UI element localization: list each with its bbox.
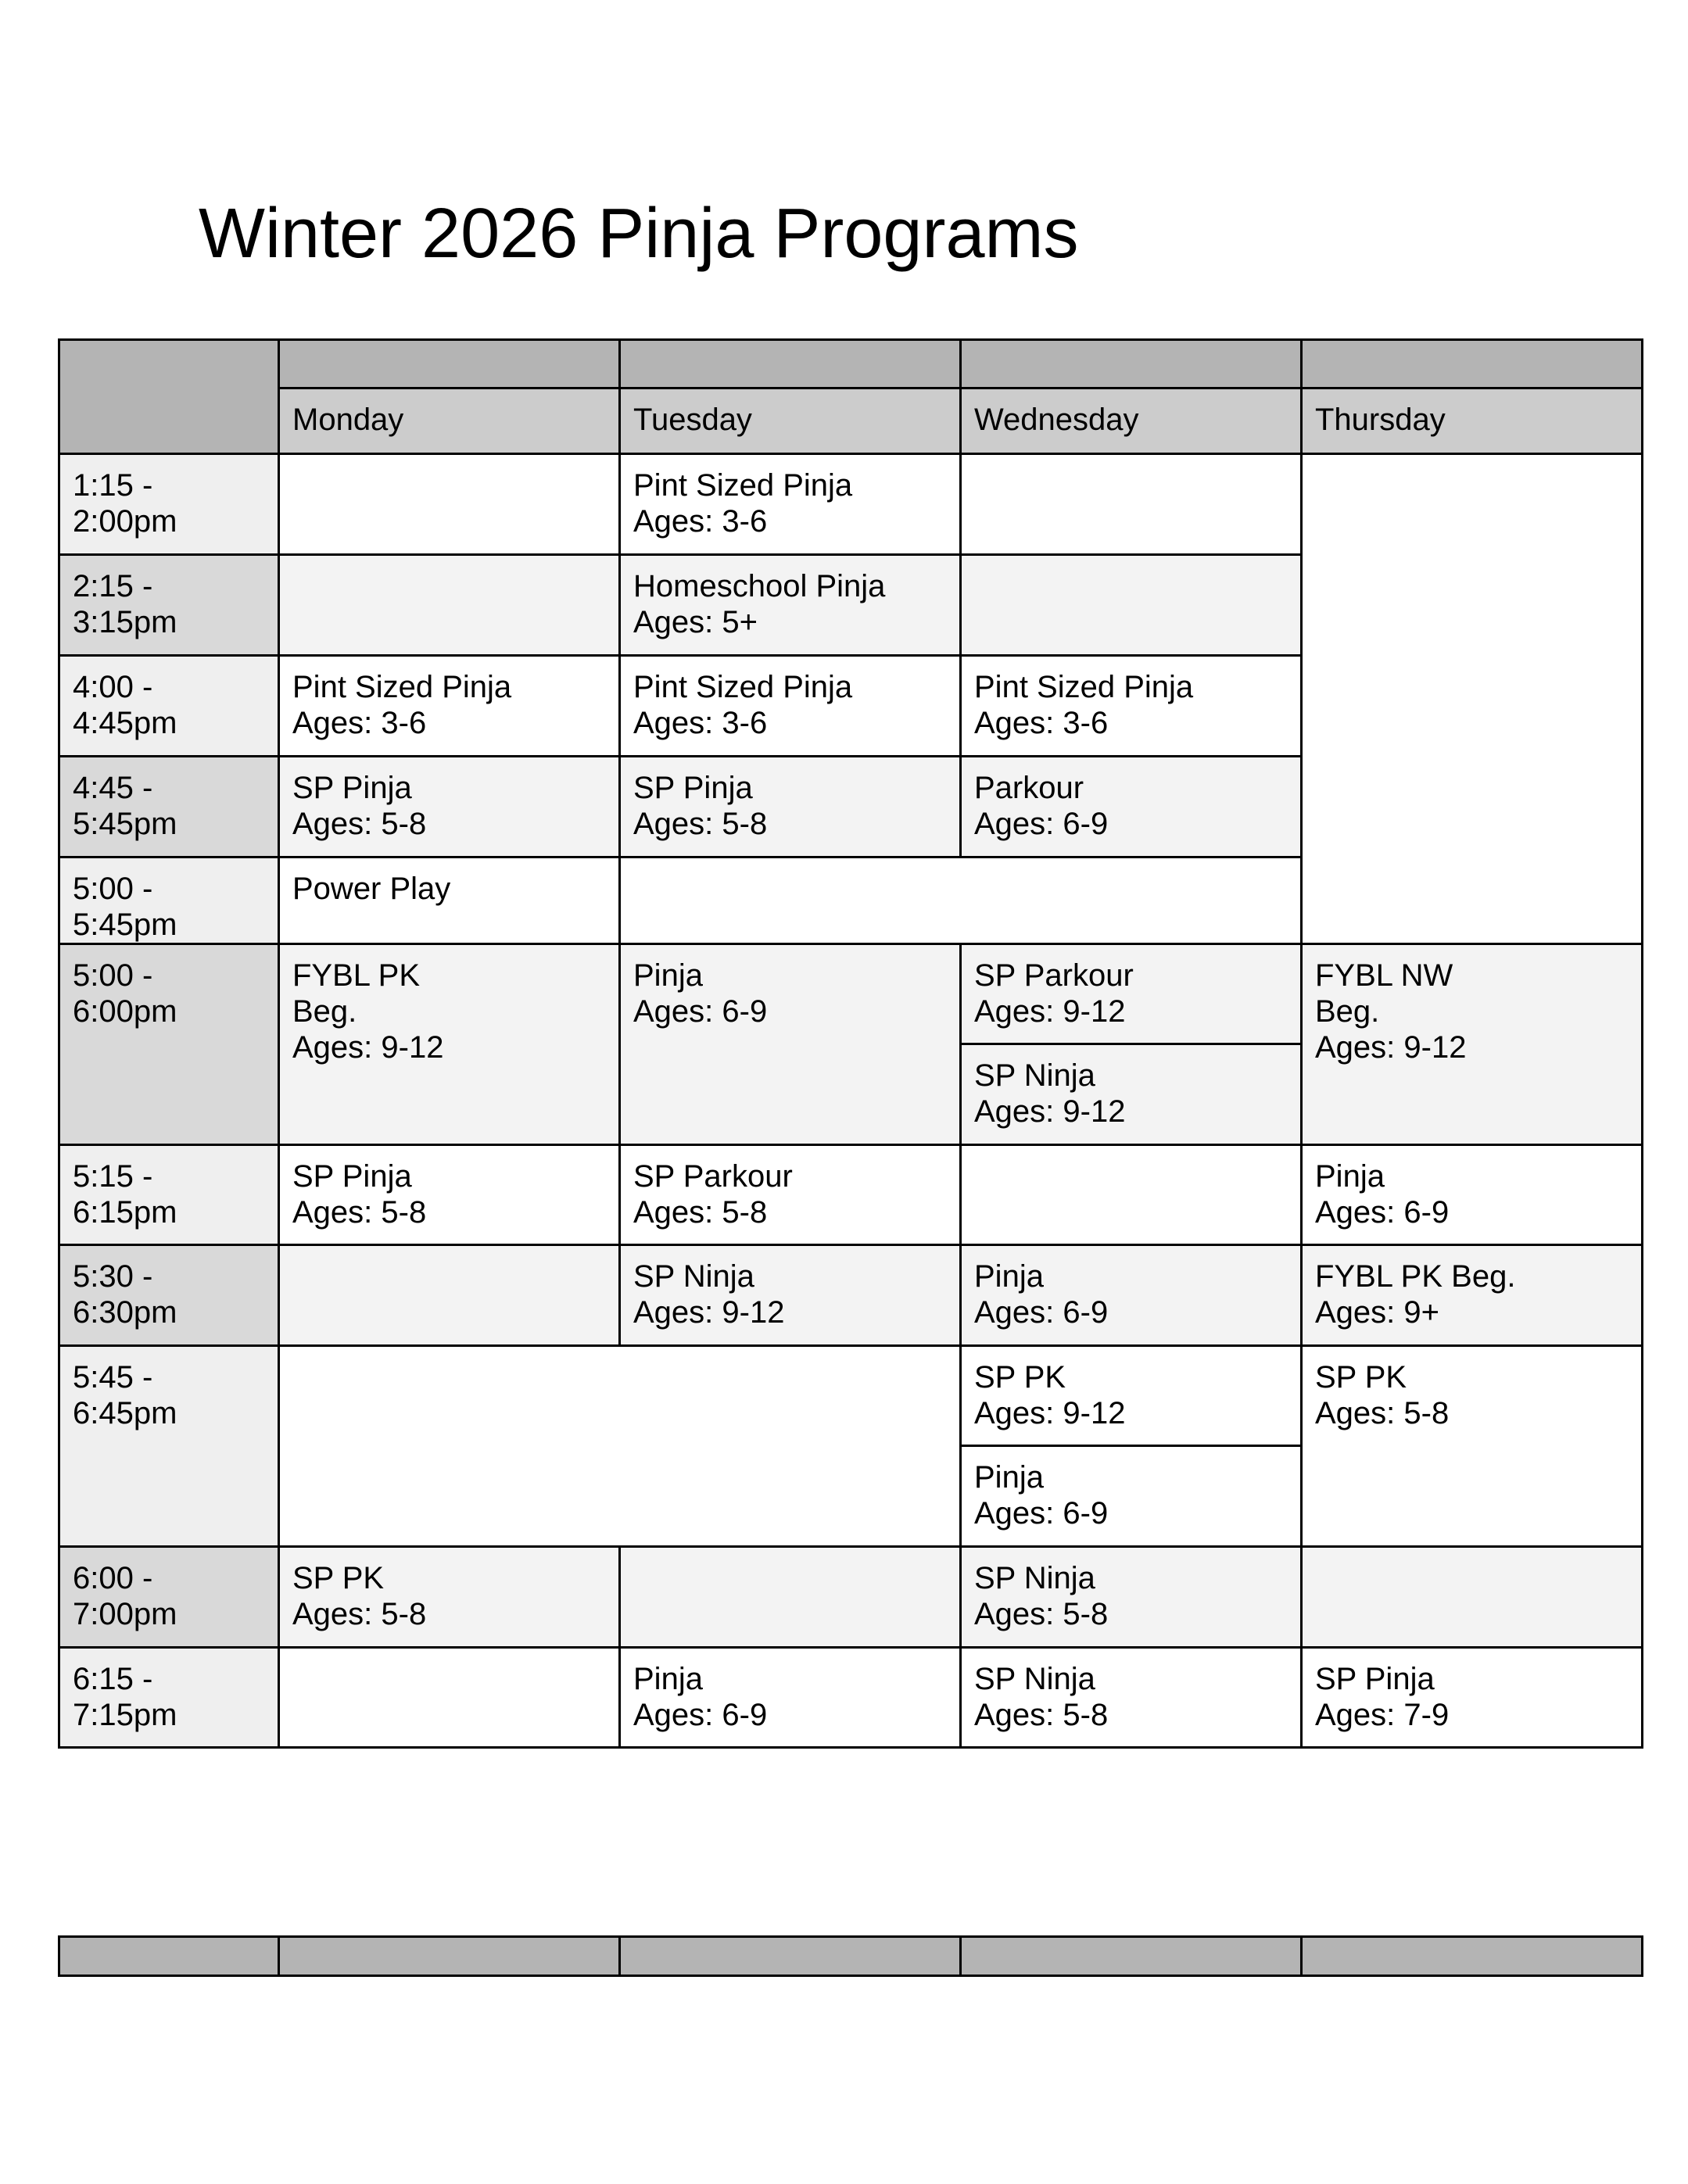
class-cell: SP Parkour Ages: 5-8 [620,1145,961,1245]
time-slot: 5:30 - 6:30pm [59,1245,279,1346]
day-header-tuesday: Tuesday [620,388,961,454]
class-cell: Pint Sized Pinja Ages: 3-6 [620,454,961,555]
footer-cell [620,1937,961,1976]
class-cell: Pinja Ages: 6-9 [620,944,961,1145]
class-cell: FYBL PK Beg. Ages: 9+ [1302,1245,1643,1346]
footer-cell [961,1937,1302,1976]
header-spacer-cell [961,340,1302,388]
class-cell: Pint Sized Pinja Ages: 3-6 [961,656,1302,757]
schedule-table [58,338,1643,1749]
time-slot: 5:00 - 6:00pm [59,944,279,1145]
class-cell: Parkour Ages: 6-9 [961,757,1302,857]
day-header-wednesday: Wednesday [961,388,1302,454]
empty-cell [961,1145,1302,1245]
time-slot: 5:15 - 6:15pm [59,1145,279,1245]
footer-cell [59,1937,279,1976]
class-cell: SP Pinja Ages: 5-8 [620,757,961,857]
day-header-monday: Monday [279,388,620,454]
empty-cell [620,857,1302,944]
day-header-thursday: Thursday [1302,388,1643,454]
time-slot: 5:00 - 5:45pm [59,857,279,944]
class-cell: Pinja Ages: 6-9 [620,1648,961,1748]
time-slot: 4:45 - 5:45pm [59,757,279,857]
class-cell: FYBL PK Beg. Ages: 9-12 [279,944,620,1145]
time-slot: 5:45 - 6:45pm [59,1346,279,1547]
class-cell: SP Parkour Ages: 9-12 [961,944,1302,1044]
time-slot: 1:15 - 2:00pm [59,454,279,555]
class-cell: Pinja Ages: 6-9 [961,1446,1302,1547]
header-spacer-cell [1302,340,1643,388]
footer-cell [279,1937,620,1976]
empty-cell [620,1547,961,1648]
class-cell: SP Ninja Ages: 5-8 [961,1547,1302,1648]
empty-cell [1302,454,1643,944]
time-slot: 6:15 - 7:15pm [59,1648,279,1748]
empty-cell [1302,1547,1643,1648]
header-spacer-cell [279,340,620,388]
empty-cell [279,1346,961,1547]
footer-table [58,1935,1643,1977]
class-cell: SP Pinja Ages: 5-8 [279,757,620,857]
time-slot: 2:15 - 3:15pm [59,555,279,656]
class-cell: SP Pinja Ages: 7-9 [1302,1648,1643,1748]
class-cell: SP PK Ages: 5-8 [1302,1346,1643,1547]
empty-cell [279,454,620,555]
class-cell: SP PK Ages: 5-8 [279,1547,620,1648]
class-cell: Pinja Ages: 6-9 [961,1245,1302,1346]
corner-header-cell [59,340,279,454]
footer-cell [1302,1937,1643,1976]
class-cell: SP PK Ages: 9-12 [961,1346,1302,1446]
class-cell: Power Play [279,857,620,944]
empty-cell [279,1648,620,1748]
class-cell: Pinja Ages: 6-9 [1302,1145,1643,1245]
empty-cell [961,454,1302,555]
time-slot: 4:00 - 4:45pm [59,656,279,757]
empty-cell [279,1245,620,1346]
class-cell: Homeschool Pinja Ages: 5+ [620,555,961,656]
empty-cell [961,555,1302,656]
class-cell: SP Ninja Ages: 9-12 [620,1245,961,1346]
time-slot: 6:00 - 7:00pm [59,1547,279,1648]
class-cell: FYBL NW Beg. Ages: 9-12 [1302,944,1643,1145]
header-spacer-cell [620,340,961,388]
empty-cell [279,555,620,656]
page-title: Winter 2026 Pinja Programs [199,195,1079,273]
class-cell: SP Ninja Ages: 5-8 [961,1648,1302,1748]
class-cell: Pint Sized Pinja Ages: 3-6 [279,656,620,757]
class-cell: Pint Sized Pinja Ages: 3-6 [620,656,961,757]
class-cell: SP Pinja Ages: 5-8 [279,1145,620,1245]
class-cell: SP Ninja Ages: 9-12 [961,1044,1302,1145]
